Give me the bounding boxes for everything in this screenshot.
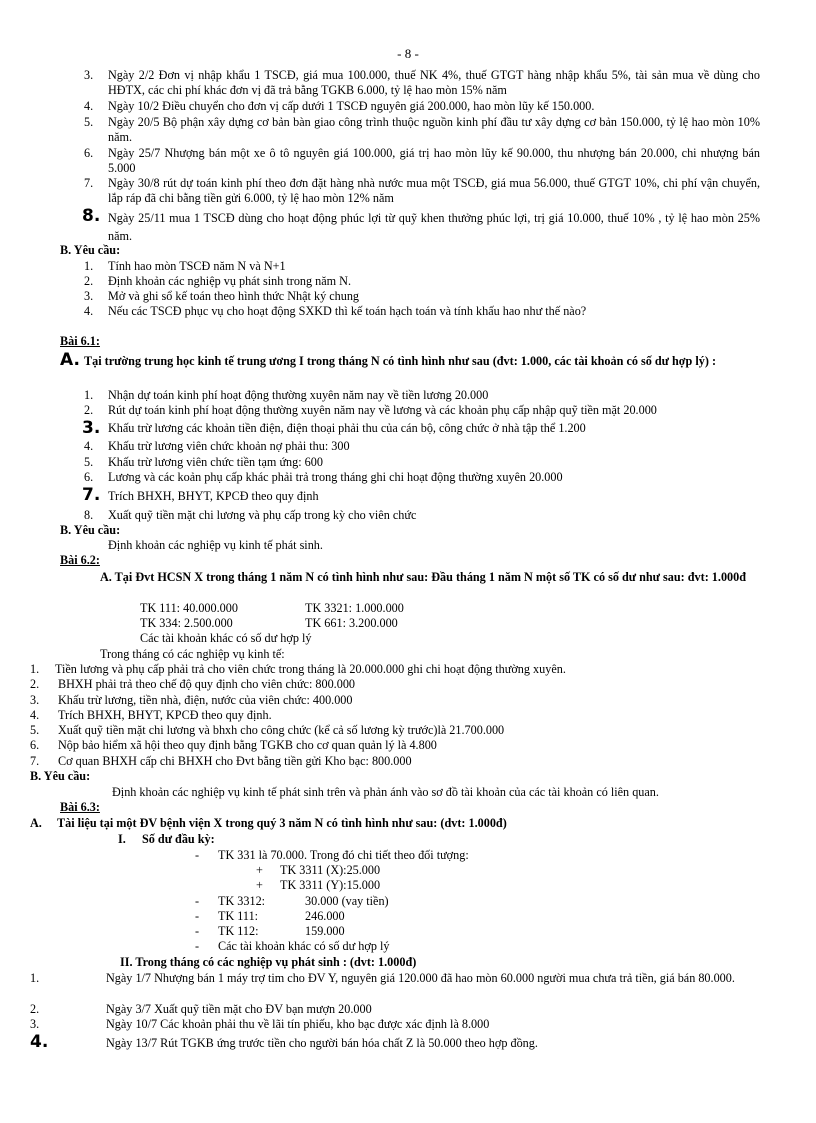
item-number: 4.	[84, 304, 94, 318]
list-item: Ngày 25/7 Nhượng bán một xe ô tô nguyên giá 100.000, giá trị hao mòn lũy kế 90.000, thu nhượng bán 20.000, chi nhượng bán 5.000	[108, 146, 760, 176]
item-number: 7.	[82, 485, 101, 505]
item-number: 3.	[84, 68, 94, 82]
balance-value: 159.000	[305, 924, 345, 938]
balance-left: TK 334: 2.500.000	[140, 616, 233, 630]
list-item: Cơ quan BHXH cấp chi BHXH cho Đvt bằng tiền gửi Kho bạc: 800.000	[58, 754, 412, 768]
requirement-text: Định khoản các nghiệp vụ kinh tế phát sinh.	[108, 538, 323, 552]
list-item: BHXH phải trả theo chế độ quy định cho viên chức: 800.000	[58, 677, 356, 691]
list-item: Mở và ghi sổ kế toán theo hình thức Nhật ký chung	[108, 289, 360, 303]
list-item: Ngày 20/5 Bộ phận xây dựng cơ bản bàn giao công trình thuộc nguồn kinh phí đầu tư xây dựng cơ bản 150.000, tỷ lệ hao mòn 10% năm.	[108, 115, 760, 145]
list-item: Xuất quỹ tiền mặt chi lương và bhxh cho công chức (kể cả số lương kỳ trước)là 21.700.000	[58, 723, 505, 737]
item-number: 1.	[30, 971, 40, 985]
list-marker: +	[256, 878, 263, 892]
item-number: 2.	[84, 274, 94, 288]
subsection-heading: Số dư đầu kỳ:	[142, 832, 215, 846]
list-item: Khấu trừ lương các khoản tiền điện, điện thoại phải thu của cán bộ, công chức ở nhà tập thể 1.200	[108, 421, 586, 435]
section-label: A.	[60, 350, 80, 370]
list-item: Tiền lương và phụ cấp phải trả cho viên chức trong tháng là 20.000.000 ghi chi hoạt động thường xuyên.	[55, 662, 566, 676]
list-item-text: Ngày 1/7 Nhượng bán 1 máy trợ tim cho ĐV Y, nguyên giá 120.000 đã hao mòn 60.000 người mua chưa trả tiền, giá bán 80.000.	[106, 971, 735, 985]
list-marker: -	[195, 909, 200, 923]
list-marker: -	[195, 894, 200, 908]
list-item: Nhận dự toán kinh phí hoạt động thường xuyên năm nay về tiền lương 20.000	[108, 388, 489, 402]
item-number: 2.	[30, 1002, 40, 1016]
balance-line: TK 3311 (X):25.000	[280, 863, 381, 877]
item-number: 4.	[84, 439, 94, 453]
item-number: 8.	[84, 508, 94, 522]
list-item: Xuất quỹ tiền mặt chi lương và phụ cấp trong kỳ cho viên chức	[108, 508, 417, 522]
list-item: Ngày 10/7 Các khoản phải thu về lãi tín phiếu, kho bạc được xác định là 8.000	[106, 1017, 490, 1031]
balance-right: TK 661: 3.200.000	[305, 616, 398, 630]
intro-text: Trong tháng có các nghiệp vụ kinh tế:	[100, 647, 285, 661]
exercise-title: Bài 6.1:	[60, 334, 100, 348]
list-item: Ngày 2/2 Đơn vị nhập khẩu 1 TSCĐ, giá mua 100.000, thuế NK 4%, thuế GTGT hàng nhập khẩu 5%, tài sản mua về dùng cho HĐTX, các chi phí khác đơn vị đã trả bằng TGKB 6.000, tỷ lệ hao mòn 15% năm	[108, 68, 760, 98]
list-item: Ngày 30/8 rút dự toán kinh phí theo đơn đặt hàng nhà nước mua một TSCĐ, giá mua 56.000, thuế GTGT 10%, chi phí vận chuyển, lắp ráp đã chi bằng tiền gửi 6.000, tỷ lệ hao mòn 12% năm	[108, 176, 760, 206]
list-item: Ngày 25/11 mua 1 TSCĐ dùng cho hoạt động phúc lợi từ quỹ khen thưởng phúc lợi, trị giá 10.000, thuế 10% , tỷ lệ hao mòn 25% năm.	[108, 211, 760, 244]
section-heading: B. Yêu cầu:	[60, 243, 121, 257]
list-item: Rút dự toán kinh phí hoạt động thường xuyên năm nay về lương và các khoản phụ cấp nhập quỹ tiền mặt 20.000	[108, 403, 657, 417]
section-heading: B. Yêu cầu:	[30, 769, 91, 783]
list-item	[82, 971, 762, 986]
item-number: 7.	[30, 754, 40, 768]
balance-account: TK 3312:	[218, 894, 266, 908]
list-marker: -	[195, 848, 200, 862]
item-number: 3.	[84, 289, 94, 303]
item-number: 6.	[84, 146, 94, 160]
section-heading: B. Yêu cầu:	[60, 523, 121, 537]
list-item: Lương và các koản phụ cấp khác phải trả trong tháng ghi chi hoạt động thường xuyên 20.000	[108, 470, 563, 484]
balance-value: 30.000 (vay tiền)	[305, 894, 389, 908]
list-item: Tính hao mòn TSCĐ năm N và N+1	[108, 259, 286, 273]
balance-value: 246.000	[305, 909, 345, 923]
item-number: 6.	[30, 738, 40, 752]
balance-line: TK 331 là 70.000. Trong đó chi tiết theo đối tượng:	[218, 848, 469, 862]
subsection-label: I.	[118, 832, 126, 846]
list-item: Ngày 3/7 Xuất quỹ tiền mặt cho ĐV bạn mượn 20.000	[106, 1002, 372, 1016]
section-heading: Tại trường trung học kinh tế trung ương I trong tháng N có tình hình như sau (đvt: 1.000, các tài khoản có số dư hợp lý) :	[84, 354, 717, 368]
requirement-text: Định khoản các nghiệp vụ kinh tế phát sinh trên và phản ánh vào sơ đồ tài khoản của các tài khoản có liên quan.	[112, 785, 659, 799]
item-number: 5.	[84, 115, 94, 129]
exercise-title: Bài 6.2:	[60, 553, 100, 567]
item-number: 1.	[30, 662, 40, 676]
list-item: Nếu các TSCĐ phục vụ cho hoạt động SXKD thì kế toán hạch toán và tính khấu hao như thế nào?	[108, 304, 587, 318]
item-number: 1.	[84, 259, 94, 273]
list-marker: +	[256, 863, 263, 877]
item-number: 3.	[30, 693, 40, 707]
section-label: A.	[30, 816, 42, 830]
list-item: Nộp bảo hiểm xã hội theo quy định bằng TGKB cho cơ quan quản lý là 4.800	[58, 738, 437, 752]
item-number: 3.	[30, 1017, 40, 1031]
item-number: 1.	[84, 388, 94, 402]
list-item: Ngày 13/7 Rút TGKB ứng trước tiền cho người bán hóa chất Z là 50.000 theo hợp đồng.	[106, 1036, 538, 1050]
list-item: Ngày 10/2 Điều chuyển cho đơn vị cấp dưới 1 TSCĐ nguyên giá 200.000, hao mòn lũy kế 150.000.	[108, 99, 595, 113]
balance-account: TK 112:	[218, 924, 259, 938]
item-number: 2.	[30, 677, 40, 691]
item-number: 4.	[84, 99, 94, 113]
exercise-title: Bài 6.3:	[60, 800, 100, 814]
balance-account: TK 111:	[218, 909, 259, 923]
balance-left: TK 111: 40.000.000	[140, 601, 238, 615]
page-number: - 8 -	[397, 46, 419, 61]
list-item: Khấu trừ lương, tiền nhà, điện, nước của viên chức: 400.000	[58, 693, 353, 707]
item-number: 6.	[84, 470, 94, 484]
list-marker: -	[195, 924, 200, 938]
list-marker: -	[195, 939, 200, 953]
item-number: 4.	[30, 1032, 49, 1052]
other-accounts-note: Các tài khoản khác có số dư hợp lý	[140, 631, 312, 645]
item-number: 8.	[82, 206, 101, 226]
item-number: 7.	[84, 176, 94, 190]
balance-line: Các tài khoản khác có số dư hợp lý	[218, 939, 390, 953]
list-item: Khấu trừ lương viên chức khoản nợ phải thu: 300	[108, 439, 350, 453]
subsection-heading: II. Trong tháng có các nghiệp vụ phát sinh : (dvt: 1.000đ)	[120, 955, 417, 969]
item-number: 5.	[84, 455, 94, 469]
item-number: 5.	[30, 723, 40, 737]
item-number: 4.	[30, 708, 40, 722]
list-item: Trích BHXH, BHYT, KPCĐ theo quy định.	[58, 708, 272, 722]
item-number: 3.	[82, 418, 101, 438]
list-item: Định khoản các nghiệp vụ phát sinh trong năm N.	[108, 274, 352, 288]
balance-right: TK 3321: 1.000.000	[305, 601, 404, 615]
list-item: Trích BHXH, BHYT, KPCĐ theo quy định	[108, 489, 319, 503]
section-heading: A. Tại Đvt HCSN X trong tháng 1 năm N có tình hình như sau: Đầu tháng 1 năm N một số TK có số dư như sau: đvt: 1.000đ	[100, 570, 747, 584]
list-item: Khấu trừ lương viên chức tiền tạm ứng: 600	[108, 455, 323, 469]
balance-line: TK 3311 (Y):15.000	[280, 878, 381, 892]
section-heading: Tài liệu tại một ĐV bệnh viện X trong quý 3 năm N có tình hình như sau: (dvt: 1.000đ)	[57, 816, 507, 830]
item-number: 2.	[84, 403, 94, 417]
